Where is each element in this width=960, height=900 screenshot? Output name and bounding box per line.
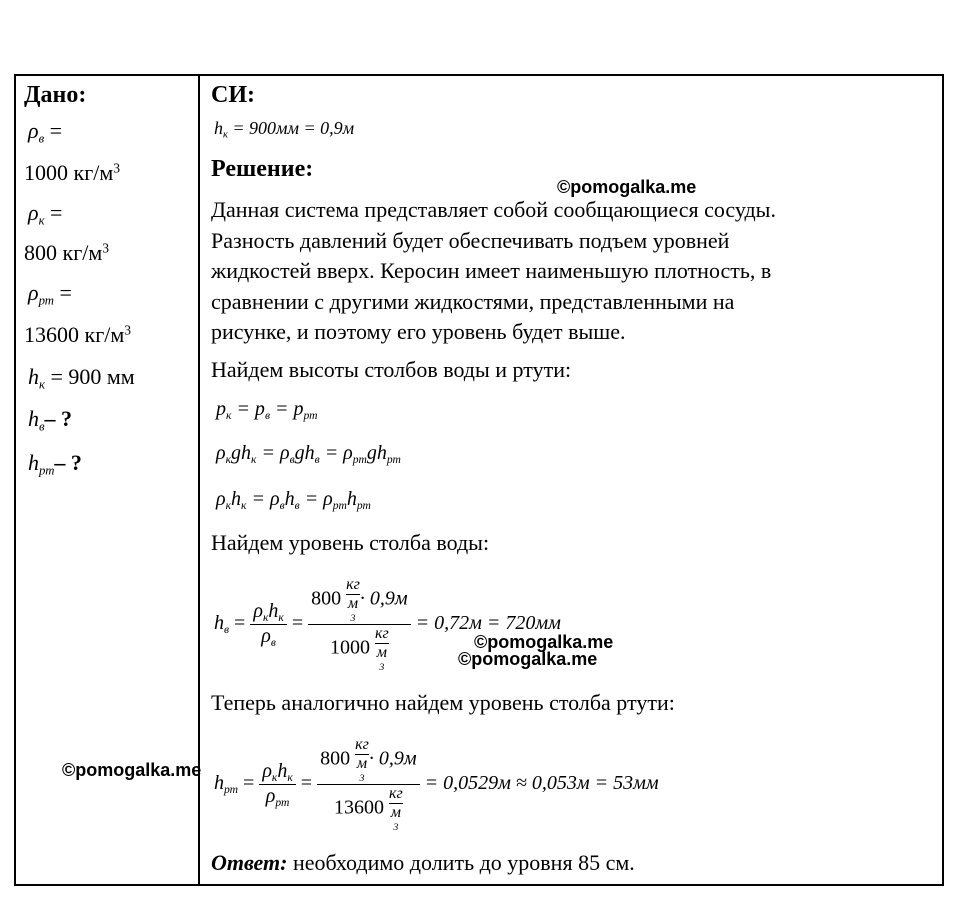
density-ratio-fraction: $\frac{\rho_кh_к}{\rho_{рт}}$ — [259, 760, 295, 809]
find-water-text: Найдем уровень столба воды: — [211, 530, 490, 555]
given-rho-kerosene-value: 800 $кг/м^3$ — [24, 240, 110, 265]
para-line-4: сравнении с другими жидкостями, представленными на — [211, 289, 735, 314]
para-line-2: Разность давлений будет обеспечивать подъем уровней — [211, 228, 730, 253]
watermark: ©pomogalka.me — [458, 649, 598, 669]
si-conversion: $h_к = 900мм = 0,9м$ — [214, 118, 355, 141]
find-heights-text: Найдем высоты столбов воды и ртути: — [211, 357, 572, 382]
given-rho-mercury: $\rho_{рт}$ = — [28, 280, 72, 308]
given-rho-mercury-value: 13600 $кг/м^3$ — [24, 322, 132, 347]
given-rho-water-value: 1000 $кг/м^3$ — [24, 160, 121, 185]
given-rho-water: $\rho_в$ = — [28, 118, 63, 146]
solution-header: Решение: — [211, 156, 314, 182]
density-ratio-fraction: $\frac{\rho_кh_к}{\rho_в}$ — [250, 600, 286, 649]
numeric-fraction: 800 кг м 3 · 0,9м 1000 кг м 3 — [308, 576, 411, 673]
pressure-equality: $p_к = p_в = p_{рт}$ — [216, 398, 318, 423]
mercury-height-formula: $h_{рт}$ = $\frac{\rho_кh_к}{\rho_{рт}}$ = 800 кг м 3 · 0,9м 13600 кг м 3 = 0,0529м ≈ 0,053м = 53мм — [214, 736, 659, 833]
given-h-kerosene: $h_к = 900$ мм — [28, 364, 135, 392]
para-line-3: жидкостей вверх. Керосин имеет наименьшую плотность, в — [211, 258, 772, 283]
watermark: ©pomogalka.me — [557, 177, 697, 197]
given-h-mercury-unknown: $h_{рт}-$ ? — [28, 450, 82, 478]
numeric-fraction: 800 кг м 3 · 0,9м 13600 кг м 3 — [317, 736, 420, 833]
answer-line: Ответ: необходимо долить до уровня 85 см. — [211, 850, 635, 875]
watermark: ©pomogalka.me — [474, 632, 614, 652]
watermark: ©pomogalka.me — [62, 760, 202, 780]
given-rho-kerosene: $\rho_к$ = — [28, 200, 63, 228]
si-header: СИ: — [211, 82, 255, 108]
simplified-equality: $\rho_кh_к = \rho_вh_в = \rho_{рт}h_{рт}$ — [216, 488, 371, 513]
para-line-5: рисунке, и поэтому его уровень будет выше. — [211, 319, 626, 344]
para-line-1: Данная система представляет собой сообщающиеся сосуды. — [211, 197, 776, 222]
hydrostatic-equality: $\rho_кgh_к = \rho_вgh_в = \rho_{рт}gh_{рт}$ — [216, 442, 401, 467]
given-header: Дано: — [24, 82, 87, 108]
given-h-water-unknown: $h_в-$ ? — [28, 406, 73, 434]
water-height-formula: $h_в$ = $\frac{\rho_кh_к}{\rho_в}$ = 800 кг м 3 · 0,9м 1000 кг м 3 = 0,72м = 720мм — [214, 576, 561, 673]
find-mercury-text: Теперь аналогично найдем уровень столба ртути: — [211, 690, 675, 715]
